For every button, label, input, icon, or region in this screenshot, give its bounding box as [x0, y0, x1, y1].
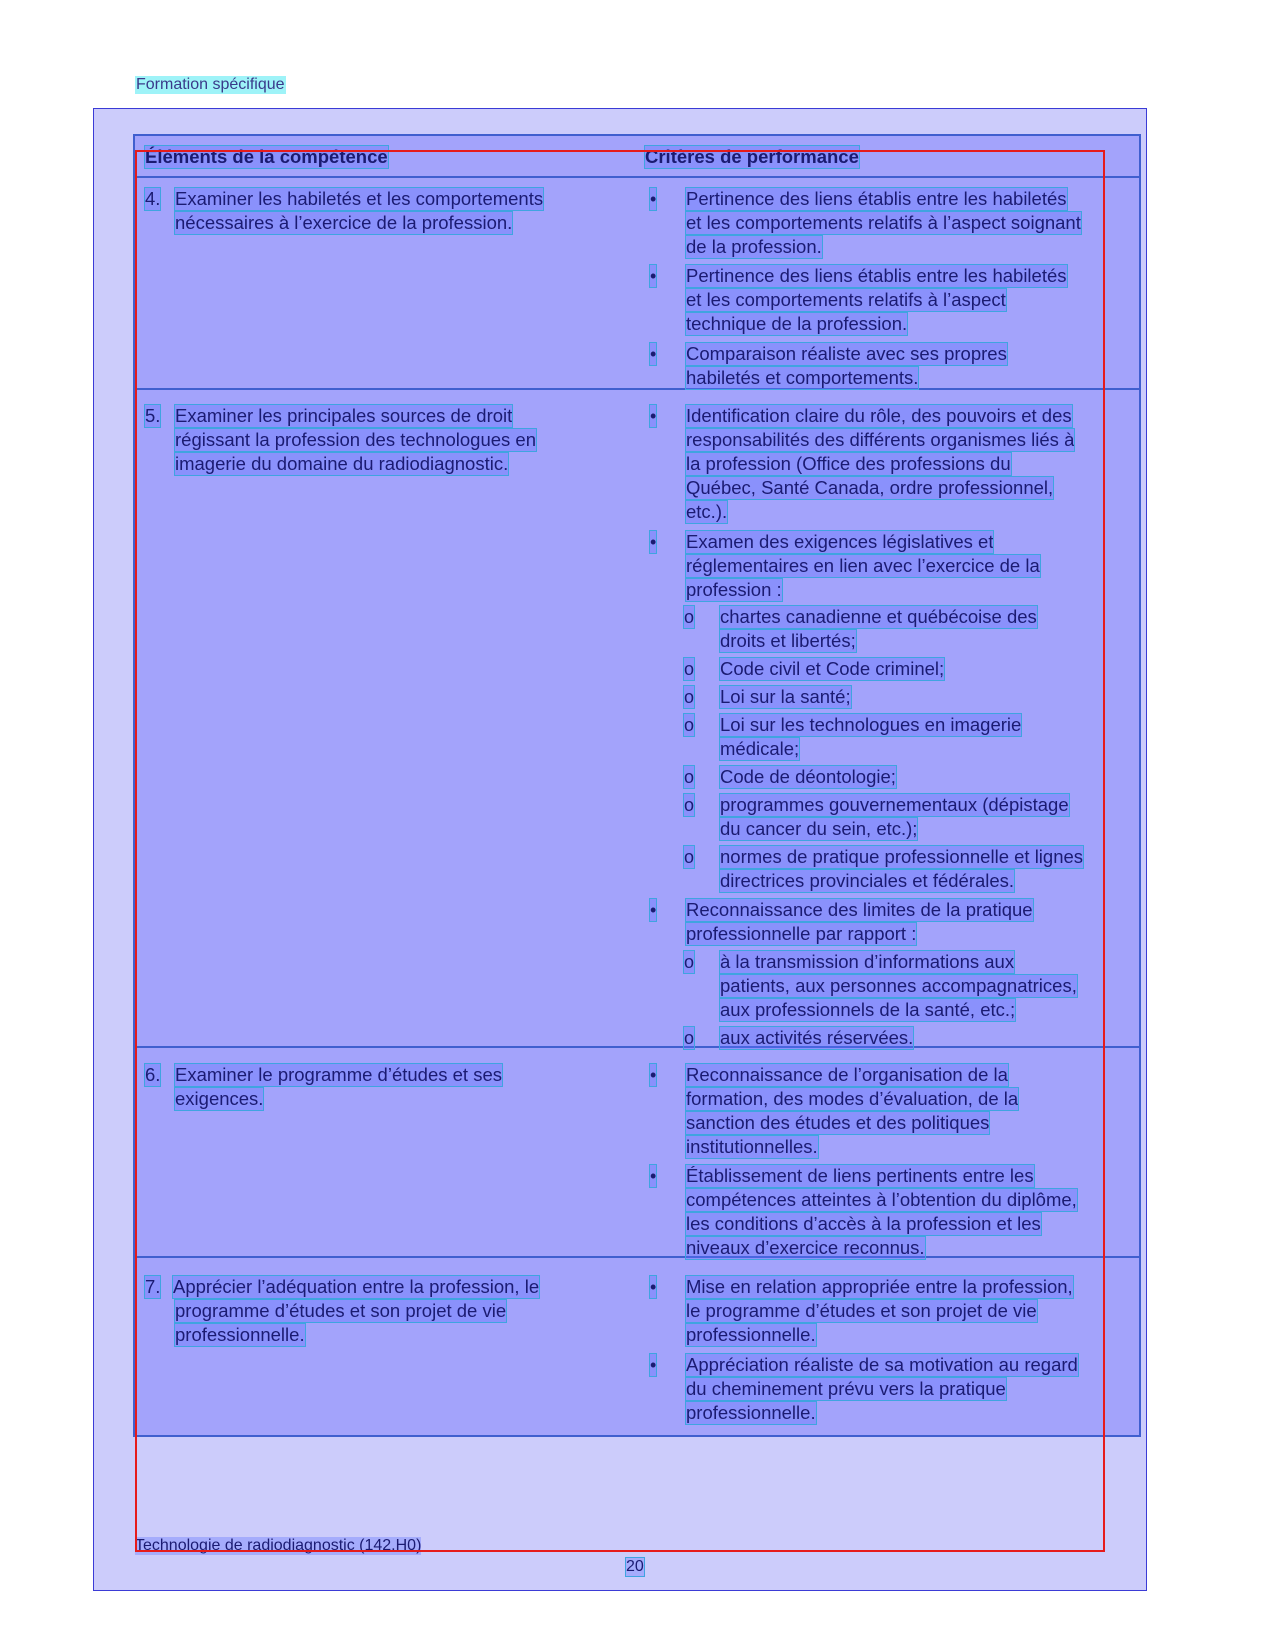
sub-criterion-text: directrices provinciales et fédérales. [720, 870, 1015, 891]
criterion-text: professionnelle. [686, 1324, 816, 1345]
criterion-text: niveaux d’exercice reconnus. [686, 1237, 925, 1258]
criterion-text: professionnelle. [686, 1402, 816, 1423]
element-text: Examiner les principales sources de droit [175, 405, 513, 426]
sub-criterion-text: Loi sur les technologues en imagerie [720, 714, 1022, 735]
sub-criterion-text: médicale; [720, 738, 800, 759]
criterion-text: responsabilités des différents organismes liés à [686, 429, 1075, 450]
sub-criterion-text: chartes canadienne et québécoise des [720, 606, 1037, 627]
criterion-text: Pertinence des liens établis entre les habiletés [686, 265, 1067, 286]
criterion-text: les conditions d’accès à la profession et les [686, 1213, 1041, 1234]
element-text: Examiner les habiletés et les comportements [175, 188, 544, 209]
criterion-text: du cheminement prévu vers la pratique [686, 1378, 1006, 1399]
criterion-text: Établissement de liens pertinents entre les [686, 1165, 1034, 1186]
criterion-text: Appréciation réaliste de sa motivation au regard [686, 1354, 1078, 1375]
criterion-text: etc.). [686, 501, 728, 522]
bullet-marker: • [650, 1065, 657, 1085]
criterion-text: la profession (Office des professions du [686, 453, 1011, 474]
bullet-marker: • [650, 900, 657, 920]
criterion-text: Examen des exigences législatives et [686, 531, 994, 552]
highlight-frame [135, 150, 1105, 1552]
sub-criterion-text: à la transmission d’informations aux [720, 951, 1015, 972]
criterion-text: Comparaison réaliste avec ses propres [686, 343, 1007, 364]
element-text: Examiner le programme d’études et ses [175, 1064, 502, 1085]
criterion-text: réglementaires en lien avec l’exercice de la [686, 555, 1040, 576]
sub-criterion-text: Code civil et Code criminel; [720, 658, 945, 679]
element-text: imagerie du domaine du radiodiagnostic. [175, 453, 509, 474]
criterion-text: Mise en relation appropriée entre la profession, [686, 1276, 1073, 1297]
sub-bullet-marker: o [684, 795, 695, 815]
sub-bullet-marker: o [684, 715, 695, 735]
criterion-text: sanction des études et des politiques [686, 1112, 990, 1133]
bullet-marker: • [650, 406, 657, 426]
sub-criterion-text: patients, aux personnes accompagnatrices, [720, 975, 1077, 996]
criterion-text: technique de la profession. [686, 313, 908, 334]
sub-bullet-marker: o [684, 659, 695, 679]
sub-criterion-text: Code de déontologie; [720, 766, 896, 787]
element-text: régissant la profession des technologues en [175, 429, 536, 450]
bullet-marker: • [650, 189, 657, 209]
bullet-marker: • [650, 532, 657, 552]
section-header: Formation spécifique [136, 76, 285, 93]
sub-bullet-marker: o [684, 847, 695, 867]
criterion-text: profession : [686, 579, 782, 600]
footer-program: Technologie de radiodiagnostic (142.H0) [135, 1537, 422, 1554]
element-text: programme d’études et son projet de vie [175, 1300, 507, 1321]
sub-criterion-text: aux activités réservées. [720, 1027, 914, 1048]
element-text: Apprécier l’adéquation entre la profession, le [173, 1276, 540, 1297]
bullet-marker: • [650, 1355, 657, 1375]
sub-bullet-marker: o [684, 952, 695, 972]
sub-criterion-text: du cancer du sein, etc.); [720, 818, 918, 839]
criterion-text: de la profession. [686, 236, 822, 257]
criterion-text: compétences atteintes à l’obtention du diplôme, [686, 1189, 1077, 1210]
element-number: 4. [145, 188, 161, 209]
criterion-text: le programme d’études et son projet de vie [686, 1300, 1037, 1321]
criterion-text: Québec, Santé Canada, ordre professionnel, [686, 477, 1054, 498]
criterion-text: institutionnelles. [686, 1136, 818, 1157]
element-number: 7. [145, 1276, 161, 1297]
element-number: 6. [145, 1064, 161, 1085]
criterion-text: Reconnaissance des limites de la pratique [686, 899, 1033, 920]
sub-criterion-text: droits et libertés; [720, 630, 856, 651]
criterion-text: formation, des modes d’évaluation, de la [686, 1088, 1019, 1109]
criterion-text: Pertinence des liens établis entre les habiletés [686, 188, 1067, 209]
criterion-text: et les comportements relatifs à l’aspect soignant [686, 212, 1081, 233]
sub-criterion-text: Loi sur la santé; [720, 686, 851, 707]
element-text: nécessaires à l’exercice de la profession. [175, 212, 513, 233]
sub-criterion-text: normes de pratique professionnelle et lignes [720, 846, 1084, 867]
sub-bullet-marker: o [684, 687, 695, 707]
bullet-marker: • [650, 266, 657, 286]
criterion-text: professionnelle par rapport : [686, 923, 917, 944]
sub-bullet-marker: o [684, 1028, 695, 1048]
column-header-criteria: Critères de performance [645, 146, 859, 167]
criterion-text: Identification claire du rôle, des pouvoirs et des [686, 405, 1072, 426]
element-text: exigences. [175, 1088, 264, 1109]
criterion-text: habiletés et comportements. [686, 367, 919, 388]
sub-bullet-marker: o [684, 767, 695, 787]
criterion-text: et les comportements relatifs à l’aspect [686, 289, 1006, 310]
criterion-text: Reconnaissance de l’organisation de la [686, 1064, 1008, 1085]
page-number: 20 [626, 1558, 644, 1575]
sub-bullet-marker: o [684, 607, 695, 627]
bullet-marker: • [650, 1277, 657, 1297]
element-text: professionnelle. [175, 1324, 305, 1345]
column-header-elements: Éléments de la compétence [145, 146, 388, 167]
sub-criterion-text: programmes gouvernementaux (dépistage [720, 794, 1069, 815]
element-number: 5. [145, 405, 161, 426]
bullet-marker: • [650, 1166, 657, 1186]
bullet-marker: • [650, 344, 657, 364]
sub-criterion-text: aux professionnels de la santé, etc.; [720, 999, 1016, 1020]
